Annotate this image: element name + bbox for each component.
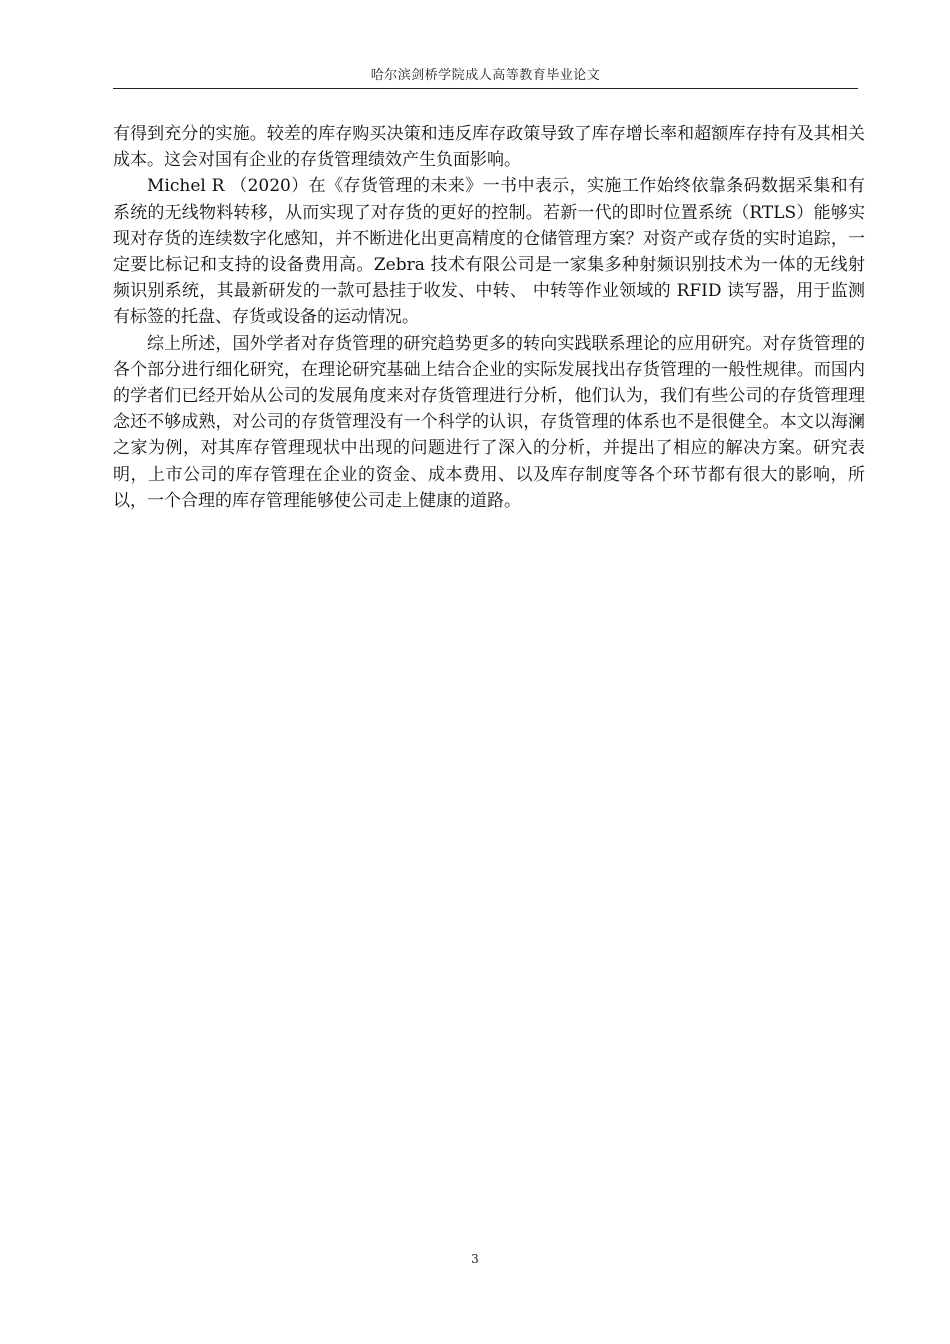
body-text: [113, 121, 865, 514]
paragraph-summary: 综上所述，国外学者对存货管理的研究趋势更多的转向实践联系理论的应用研究。对存货管理的各个部分进行细化研究，在理论研究基础上结合企业的实际发展找出存货管理的一般性规律。而国内的学者们已经开始从公司的发展角度来对存货管理进行分析，他们认为，我们有些公司的存货管理理念还不够成熟，对公司的存货管理没有一个科学的认识，存货管理的体系也不是很健全。本文以海澜之家为例，对其库存管理现状中出现的问题进行了深入的分析，并提出了相应的解决方案。研究表明，上市公司的库存管理在企业的资金、成本费用、以及库存制度等各个环节都有很大的影响，所以，一个合理的库存管理能够使公司走上健康的道路。: [113, 333, 865, 511]
paragraph-michel: Michel R （2020）在《存货管理的未来》一书中表示，实施工作始终依靠条码数据采集和有系统的无线物料转移，从而实现了对存货的更好的控制。若新一代的即时位置系统（RTLS）能够实现对存货的连续数字化感知，并不断进化出更高精度的仓储管理方案？对资产或存货的实时追踪，一定要比标记和支持的设备费用高。Zebra 技术有限公司是一家集多种射频识别技术为一体的无线射频识别系统，其最新研发的一款可悬挂于收发、中转、 中转等作业领域的 RFID 读写器，用于监测有标签的托盘、存货或设备的运动情况。: [113, 176, 865, 328]
page-number: 3: [471, 1252, 479, 1266]
page-header: [113, 66, 858, 89]
paragraph-continued: 有得到充分的实施。较差的库存购买决策和违反库存政策导致了库存增长率和超额库存持有及其相关成本。这会对国有企业的存货管理绩效产生负面影响。: [113, 124, 865, 171]
header-title: 哈尔滨剑桥学院成人高等教育毕业论文: [370, 68, 601, 83]
